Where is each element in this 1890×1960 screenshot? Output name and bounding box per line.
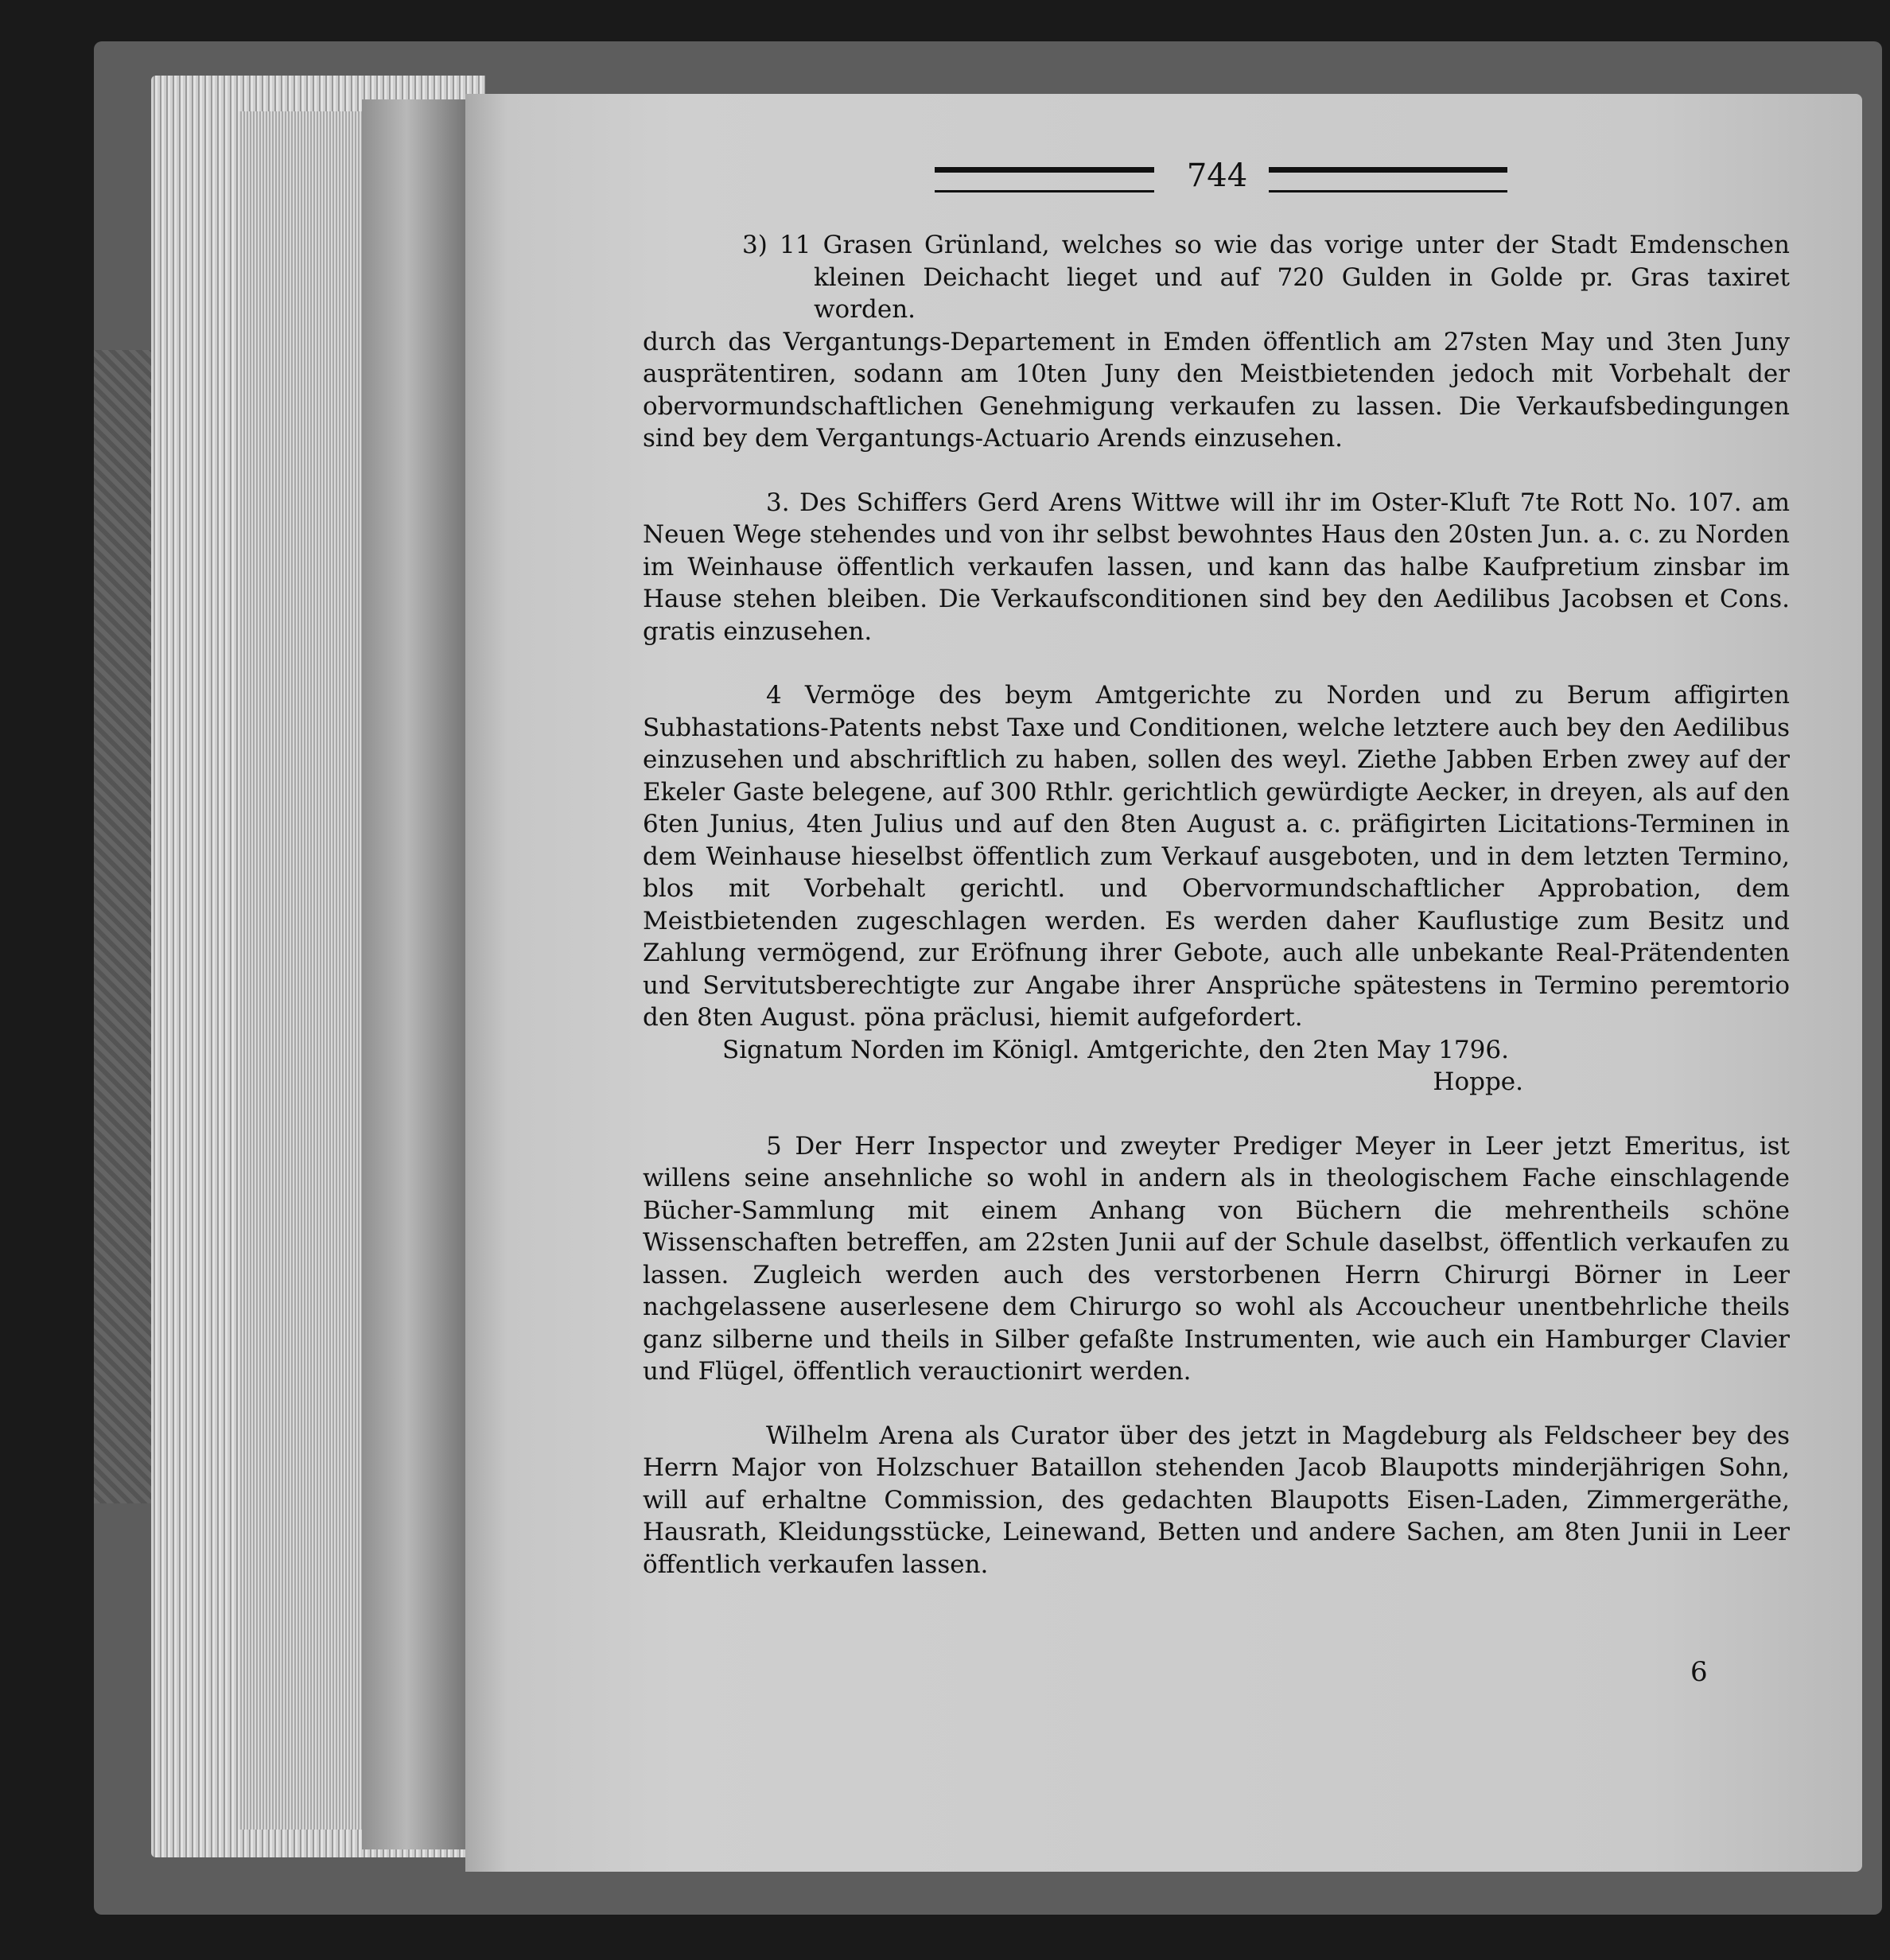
- catchword: 6: [1690, 1656, 1708, 1688]
- list-item-3: 3) 11 Grasen Grünland, welches so wie das vorige unter der Stadt Emdenschen kleinen Deichacht lieget und auf 720 Gulden in Golde pr. Gras taxiret worden.: [742, 231, 1790, 324]
- notice-6: Wilhelm Arena als Curator über des jetzt in Magdeburg als Feldscheer bey des Herrn Major von Holzschuer Bataillon stehenden Jacob Blaupotts minderjährigen Sohn, will auf erhaltne Commission, des gedachten Blaupotts Eisen-Laden, Zimmergeräthe, Hausrath, Kleidungsstücke, Leinewand, Betten und andere Sachen, am 8ten Junii in Leer öffentlich verkaufen lassen.: [643, 1421, 1790, 1579]
- page-body: [643, 229, 1790, 1581]
- book-gutter: [362, 99, 473, 1849]
- paragraph-vergantung: durch das Vergantungs-Departement in Emden öffentlich am 27sten May und 3ten Juny ausprätentiren, sodann am 10ten Juny den Meistbietenden jedoch mit Vorbehalt der obervormundschaftlichen Genehmigung verkaufen zu lassen. Die Verkaufsbedingungen sind bey dem Vergantungs-Actuario Arends einzusehen.: [643, 327, 1790, 453]
- header-rule-right: [1269, 167, 1507, 192]
- signature-line: Signatum Norden im Königl. Amtgerichte, den 2ten May 1796.: [722, 1035, 1509, 1064]
- header-rule-left: [935, 167, 1154, 192]
- notice-5: 5 Der Herr Inspector und zweyter Prediger Meyer in Leer jetzt Emeritus, ist willens seine ansehnliche so wohl in andern als in theologischem Fache einschlagende Bücher-Sammlung mit einem Anhang von Büchern die mehrentheils schöne Wissenschaften betreffen, am 22sten Junii auf der Schule daselbst, öffentlich verkaufen zu lassen. Zugleich werden auch des verstorbenen Herrn Chirurgi Börner in Leer nachgelassene auserlesene dem Chirurgo so wohl als Accoucheur unentbehrliche theils ganz silberne und theils in Silber gefaßte Instrumenten, wie auch ein Hamburger Clavier und Flügel, öffentlich verauctionirt werden.: [643, 1131, 1790, 1386]
- page-header: [935, 158, 1507, 197]
- signatory: Hoppe.: [1433, 1068, 1523, 1096]
- notice-3: 3. Des Schiffers Gerd Arens Wittwe will ihr im Oster-Kluft 7te Rott No. 107. am Neuen Wege stehendes und von ihr selbst bewohntes Haus den 20sten Jun. a. c. zu Norden im Weinhause öffentlich verkaufen lassen, und kann das halbe Kaufpretium zinsbar im Hause stehen bleiben. Die Verkaufsconditionen sind bey den Aedilibus Jacobsen et Cons. gratis einzusehen.: [643, 488, 1790, 646]
- page-number: 744: [1186, 158, 1248, 194]
- notice-4: 4 Vermöge des beym Amtgerichte zu Norden und zu Berum affigirten Subhastations-Patents nebst Taxe und Conditionen, welche letztere auch bey den Aedilibus einzusehen und abschriftlich zu haben, sollen des weyl. Ziethe Jabben Erben zwey auf der Ekeler Gaste belegene, auf 300 Rthlr. gerichtlich gewürdigte Aecker, in dreyen, als auf den 6ten Junius, 4ten Julius und auf den 8ten August a. c. präfigirten Licitations-Terminen in dem Weinhause hieselbst öffentlich zum Verkauf ausgeboten, und in dem letzten Termino, blos mit Vorbehalt gerichtl. und Obervormundschaftlicher Approbation, dem Meistbietenden zugeschlagen werden. Es werden daher Kauflustige zum Besitz und Zahlung vermögend, zur Eröfnung ihrer Gebote, auch alle unbekante Real-Prätendenten und Servitutsberechtigte zur Angabe ihrer Ansprüche spätestens in Termino peremtorio den 8ten August. pöna präclusi, hiemit aufgefordert.: [643, 681, 1790, 1032]
